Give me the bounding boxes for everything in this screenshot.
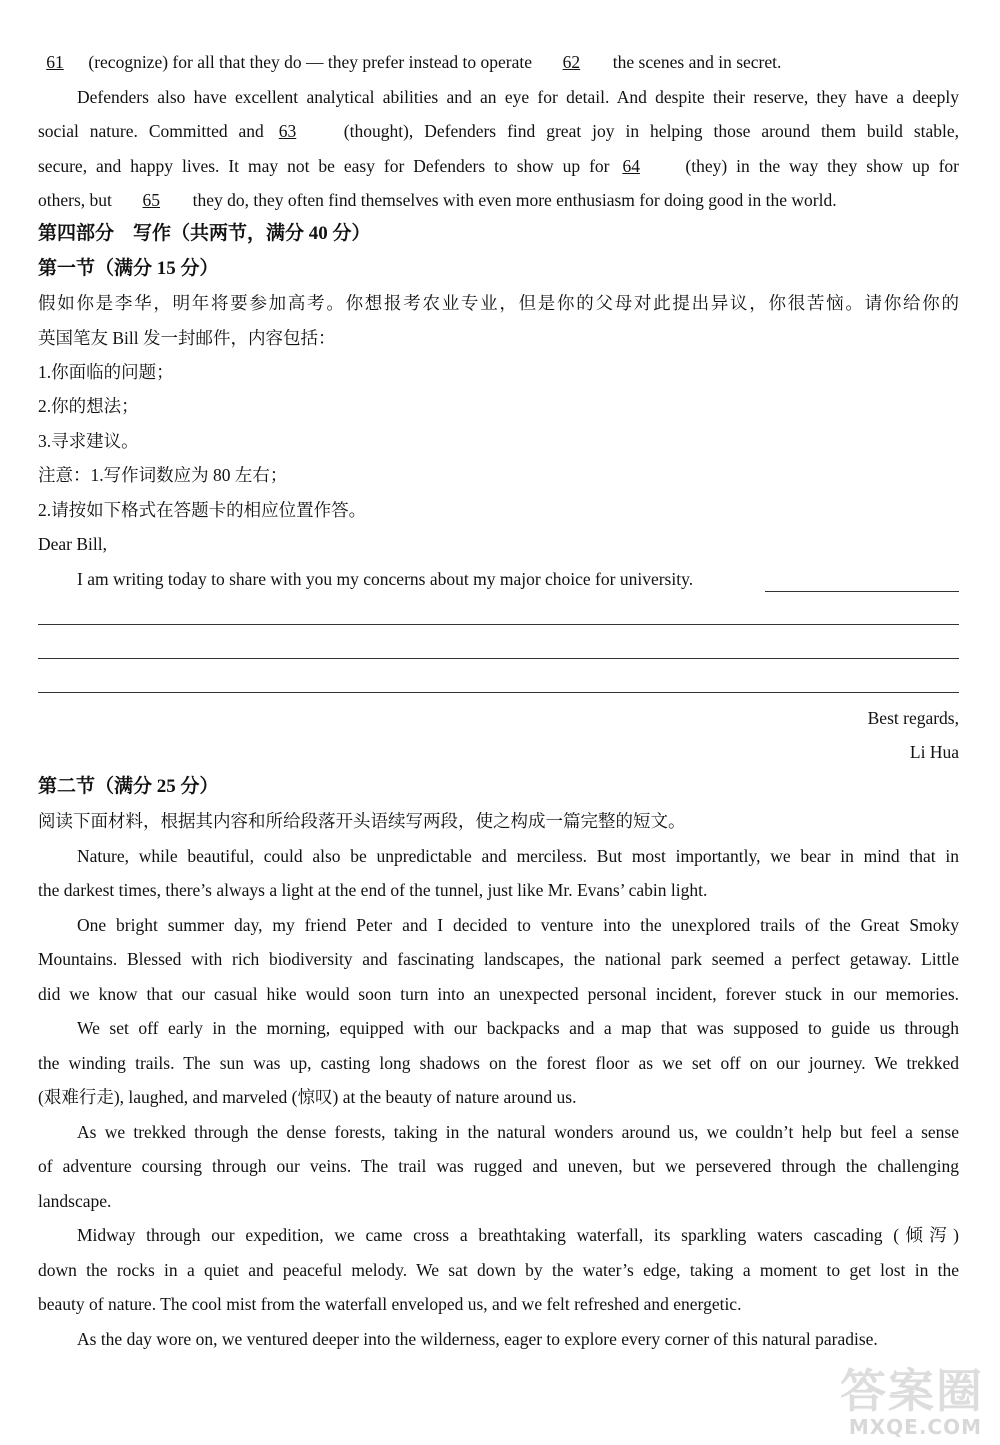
passage-text: (thought), Defenders find great joy in helping those around them build stable, <box>343 121 960 141</box>
passage-line: down the rocks in a quiet and peaceful melody. We sat down by the water’s edge, taking a moment to get lost in the <box>38 1260 959 1280</box>
section-heading: 第二节（满分 25 分） <box>38 776 219 797</box>
passage-text: the scenes and in secret. <box>612 52 782 72</box>
watermark-url: MXQE.COM <box>848 1415 982 1439</box>
passage-line: beauty of nature. The cool mist from the waterfall enveloped us, and we felt refreshed and energetic. <box>38 1294 742 1314</box>
passage-text: social nature. Committed and <box>38 121 264 141</box>
passage-line <box>38 49 781 75</box>
passage-line: the winding trails. The sun was up, casting long shadows on the forest floor as we set off on our journey. We trekked <box>38 1053 959 1073</box>
passage-line <box>38 153 959 179</box>
watermark-logo <box>780 1351 990 1441</box>
letter-opening: I am writing today to share with you my concerns about my major choice for university. <box>77 569 694 589</box>
instruction-line: 阅读下面材料，根据其内容和所给段落开头语续写两段，使之构成一篇完整的短文。 <box>38 811 686 831</box>
passage-line <box>38 118 959 144</box>
blank-61: 61 <box>46 52 64 72</box>
passage-text: others, but <box>38 190 112 210</box>
passage-line: Mountains. Blessed with rich biodiversity and fascinating landscapes, the national park seemed a perfect getaway. Little <box>38 949 959 969</box>
passage-line: As the day wore on, we ventured deeper into the wilderness, eager to explore every corner of this natural paradise. <box>77 1329 878 1349</box>
passage-text: they do, they often find themselves with even more enthusiasm for doing good in the world. <box>192 190 837 210</box>
passage-line: of adventure coursing through our veins. The trail was rugged and uneven, but we persevered through the challenging <box>38 1156 959 1176</box>
blank-64: 64 <box>622 156 640 176</box>
passage-line: Nature, while beautiful, could also be unpredictable and merciless. But most importantly, we bear in mind that in <box>77 846 959 866</box>
passage-line: did we know that our casual hike would soon turn into an unexpected personal incident, forever stuck in our memories. <box>38 984 959 1004</box>
passage-line <box>38 187 837 213</box>
passage-line: Midway through our expedition, we came cross a breathtaking waterfall, its sparkling waters cascading (倾泻) <box>77 1225 959 1245</box>
passage-line: One bright summer day, my friend Peter and I decided to venture into the unexplored trails of the Great Smoky <box>77 915 959 935</box>
passage-line: Defenders also have excellent analytical abilities and an eye for detail. And despite their reserve, they have a deeply <box>77 87 959 107</box>
watermark-text: 答案圈 <box>840 1364 984 1418</box>
passage-text: (recognize) for all that they do — they prefer instead to operate <box>88 52 533 72</box>
passage-text: secure, and happy lives. It may not be easy for Defenders to show up for <box>38 156 610 176</box>
letter-salutation: Dear Bill, <box>38 534 108 554</box>
prompt-point: 1.你面临的问题； <box>38 362 174 382</box>
writing-line <box>38 624 959 625</box>
passage-line: (艰难行走), laughed, and marveled (惊叹) at the beauty of nature around us. <box>38 1087 577 1107</box>
prompt-point: 3.寻求建议。 <box>38 431 139 451</box>
passage-line: As we trekked through the dense forests, taking in the natural wonders around us, we couldn’t help but feel a sense <box>77 1122 959 1142</box>
blank-63: 63 <box>278 121 297 141</box>
blank-65: 65 <box>142 190 161 210</box>
passage-text: (they) in the way they show up for <box>685 156 960 176</box>
prompt-line: 假如你是李华，明年将要参加高考。你想报考农业专业，但是你的父母对此提出异议，你很苦恼。请你给你的 <box>38 293 959 313</box>
prompt-point: 2.你的想法； <box>38 396 139 416</box>
note-line: 注意：1.写作词数应为 80 左右； <box>38 465 288 485</box>
letter-signature: Li Hua <box>909 742 959 762</box>
note-line: 2.请按如下格式在答题卡的相应位置作答。 <box>38 500 367 520</box>
section-heading: 第一节（满分 15 分） <box>38 258 219 279</box>
part-heading: 第四部分 写作（共两节，满分 40 分） <box>38 223 371 244</box>
letter-closing: Best regards, <box>867 708 959 728</box>
writing-line <box>38 692 959 693</box>
blank-62: 62 <box>562 52 581 72</box>
passage-line: landscape. <box>38 1191 112 1211</box>
writing-line <box>38 658 959 659</box>
passage-line: the darkest times, there’s always a light at the end of the tunnel, just like Mr. Evans’ cabin light. <box>38 880 708 900</box>
prompt-line: 英国笔友 Bill 发一封邮件，内容包括： <box>38 328 336 348</box>
writing-line <box>765 591 959 592</box>
passage-line: We set off early in the morning, equipped with our backpacks and a map that was supposed to guide us through <box>77 1018 959 1038</box>
